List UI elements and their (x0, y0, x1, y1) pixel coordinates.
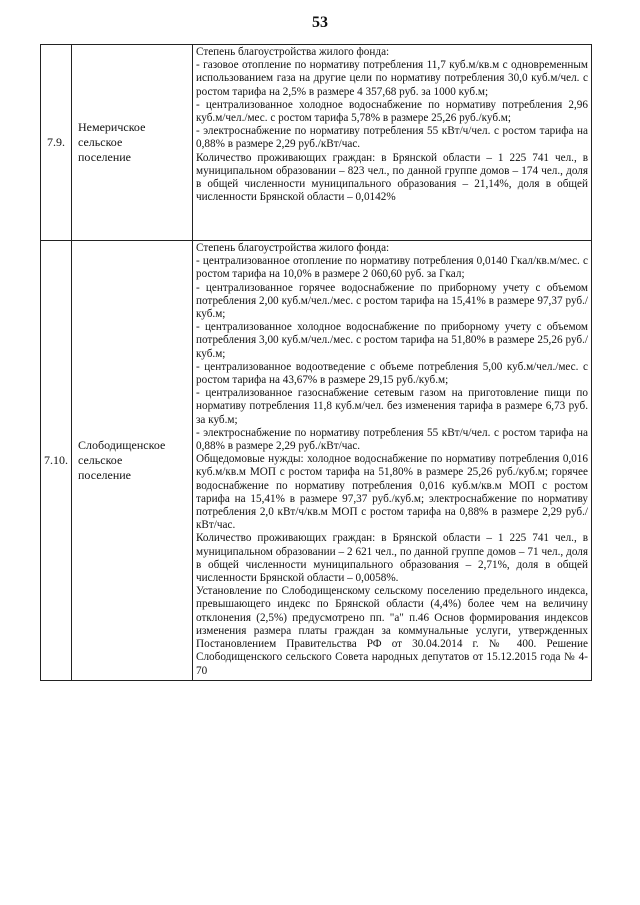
table-row (41, 241, 592, 681)
description-paragraph: Установление по Слободищенскому сельскому поселению предельного индекса, превышающего индекс по Брянской области (4,4%) более чем на величину отклонения (2,5%) предусмотрено пп. "а" п.46 Основ формирования индексов изменения размера платы граждан за коммунальные услуги, утвержденных Постановлением Правительства РФ от 30.04.2014 г. № 400. Решение Слободищенского сельского Совета народных депутатов от 15.12.2015 года № 4-70 (196, 585, 588, 677)
row-number: 7.10. (41, 241, 72, 681)
description-paragraph: Количество проживающих граждан: в Брянской области – 1 225 741 чел., в муниципальном образовании – 2 621 чел., по данной группе домов – 71 чел., доля в общей численности муниципального образования – 2,71%, доля в общей численности Брянской области – 0,0058%. (196, 532, 588, 585)
description-cell (193, 45, 592, 241)
settlement-name-line: сельское (78, 135, 123, 149)
description-paragraph: Степень благоустройства жилого фонда: (196, 46, 390, 58)
description-paragraph: - электроснабжение по нормативу потребления 55 кВт/ч/чел. с ростом тарифа на 0,88% в размере 2,29 руб./кВт/час. (196, 125, 588, 151)
tariff-table (40, 44, 592, 681)
description-paragraph: - централизованное холодное водоснабжение по нормативу потребления 2,96 куб.м/чел./мес. с ростом тарифа 5,78% в размере 25,26 руб./куб.м; (196, 98, 588, 125)
description-paragraph: - централизованное отопление по нормативу потребления 0,0140 Гкал/кв.м/мес. с ростом тарифа на 10,0% в размере 2 060,60 руб. за Гкал; (196, 255, 588, 281)
description-paragraph: - газовое отопление по нормативу потребления 11,7 куб.м/кв.м с одновременным использованием газа на другие цели по нормативу потребления 30,0 куб.м/чел. с ростом тарифа на 2,5% в размере 4 357,68 руб. за 1000 куб.м; (196, 59, 588, 98)
description-paragraph: - централизованное холодное водоснабжение по приборному учету с объемом потребления 3,00 куб.м/чел./мес. с ростом тарифа на 51,80% в размере 25,26 руб./куб.м; (196, 321, 588, 360)
description-paragraph: Количество проживающих граждан: в Брянской области – 1 225 741 чел., в муниципальном образовании – 823 чел., по данной группе домов – 174 чел., доля в общей численности муниципального образования – 21,14%, доля в общей численности Брянской области – 0,0142% (196, 151, 588, 204)
description-cell (193, 241, 592, 681)
description-paragraph: - централизованное водоотведение с объеме потребления 5,00 куб.м/чел./мес. с ростом тарифа на 43,67% в размере 29,15 руб./куб.м; (196, 360, 588, 387)
description-paragraph: - электроснабжение по нормативу потребления 55 кВт/ч/чел. с ростом тарифа на 0,88% в размере 2,29 руб./кВт/час. (196, 426, 588, 453)
settlement-name (72, 45, 193, 241)
settlement-name-line: поселение (78, 467, 132, 482)
description-paragraph: Общедомовые нужды: холодное водоснабжение по нормативу потребления 0,016 куб.м/кв.м МОП с ростом тарифа на 51,80% в размере 25,26 руб./куб.м; горячее водоснабжение по нормативу потребления 0,016 куб.м/кв.м МОП с ростом тарифа на 15,41% в размере 97,37 руб./куб.м; электроснабжение по нормативу потребления 2,0 кВт/ч/кв.м МОП с ростом тарифа на 0,88% в размере 2,29 руб./кВт/час. (196, 453, 588, 532)
settlement-name-line: Немеричское (78, 120, 146, 134)
description-paragraph: - централизованное горячее водоснабжение по приборному учету с объемом потребления 2,00 куб.м/чел./мес. с ростом тарифа на 15,41% в размере 97,37 руб./куб.м; (196, 281, 588, 321)
description-paragraph: Степень благоустройства жилого фонда: (196, 242, 390, 254)
settlement-name-line: сельское (78, 452, 123, 467)
page-number: 53 (312, 14, 328, 31)
settlement-name (72, 241, 193, 681)
table-row (41, 45, 592, 241)
row-number: 7.9. (41, 45, 72, 241)
settlement-name-line: Слободищенское (78, 437, 166, 452)
settlement-name-line: поселение (78, 150, 132, 164)
description-paragraph: - централизованное газоснабжение сетевым газом на приготовление пищи по нормативу потребления 11,8 куб.м/чел. без изменения тарифа в размере 6,73 руб. за куб.м; (196, 387, 588, 426)
